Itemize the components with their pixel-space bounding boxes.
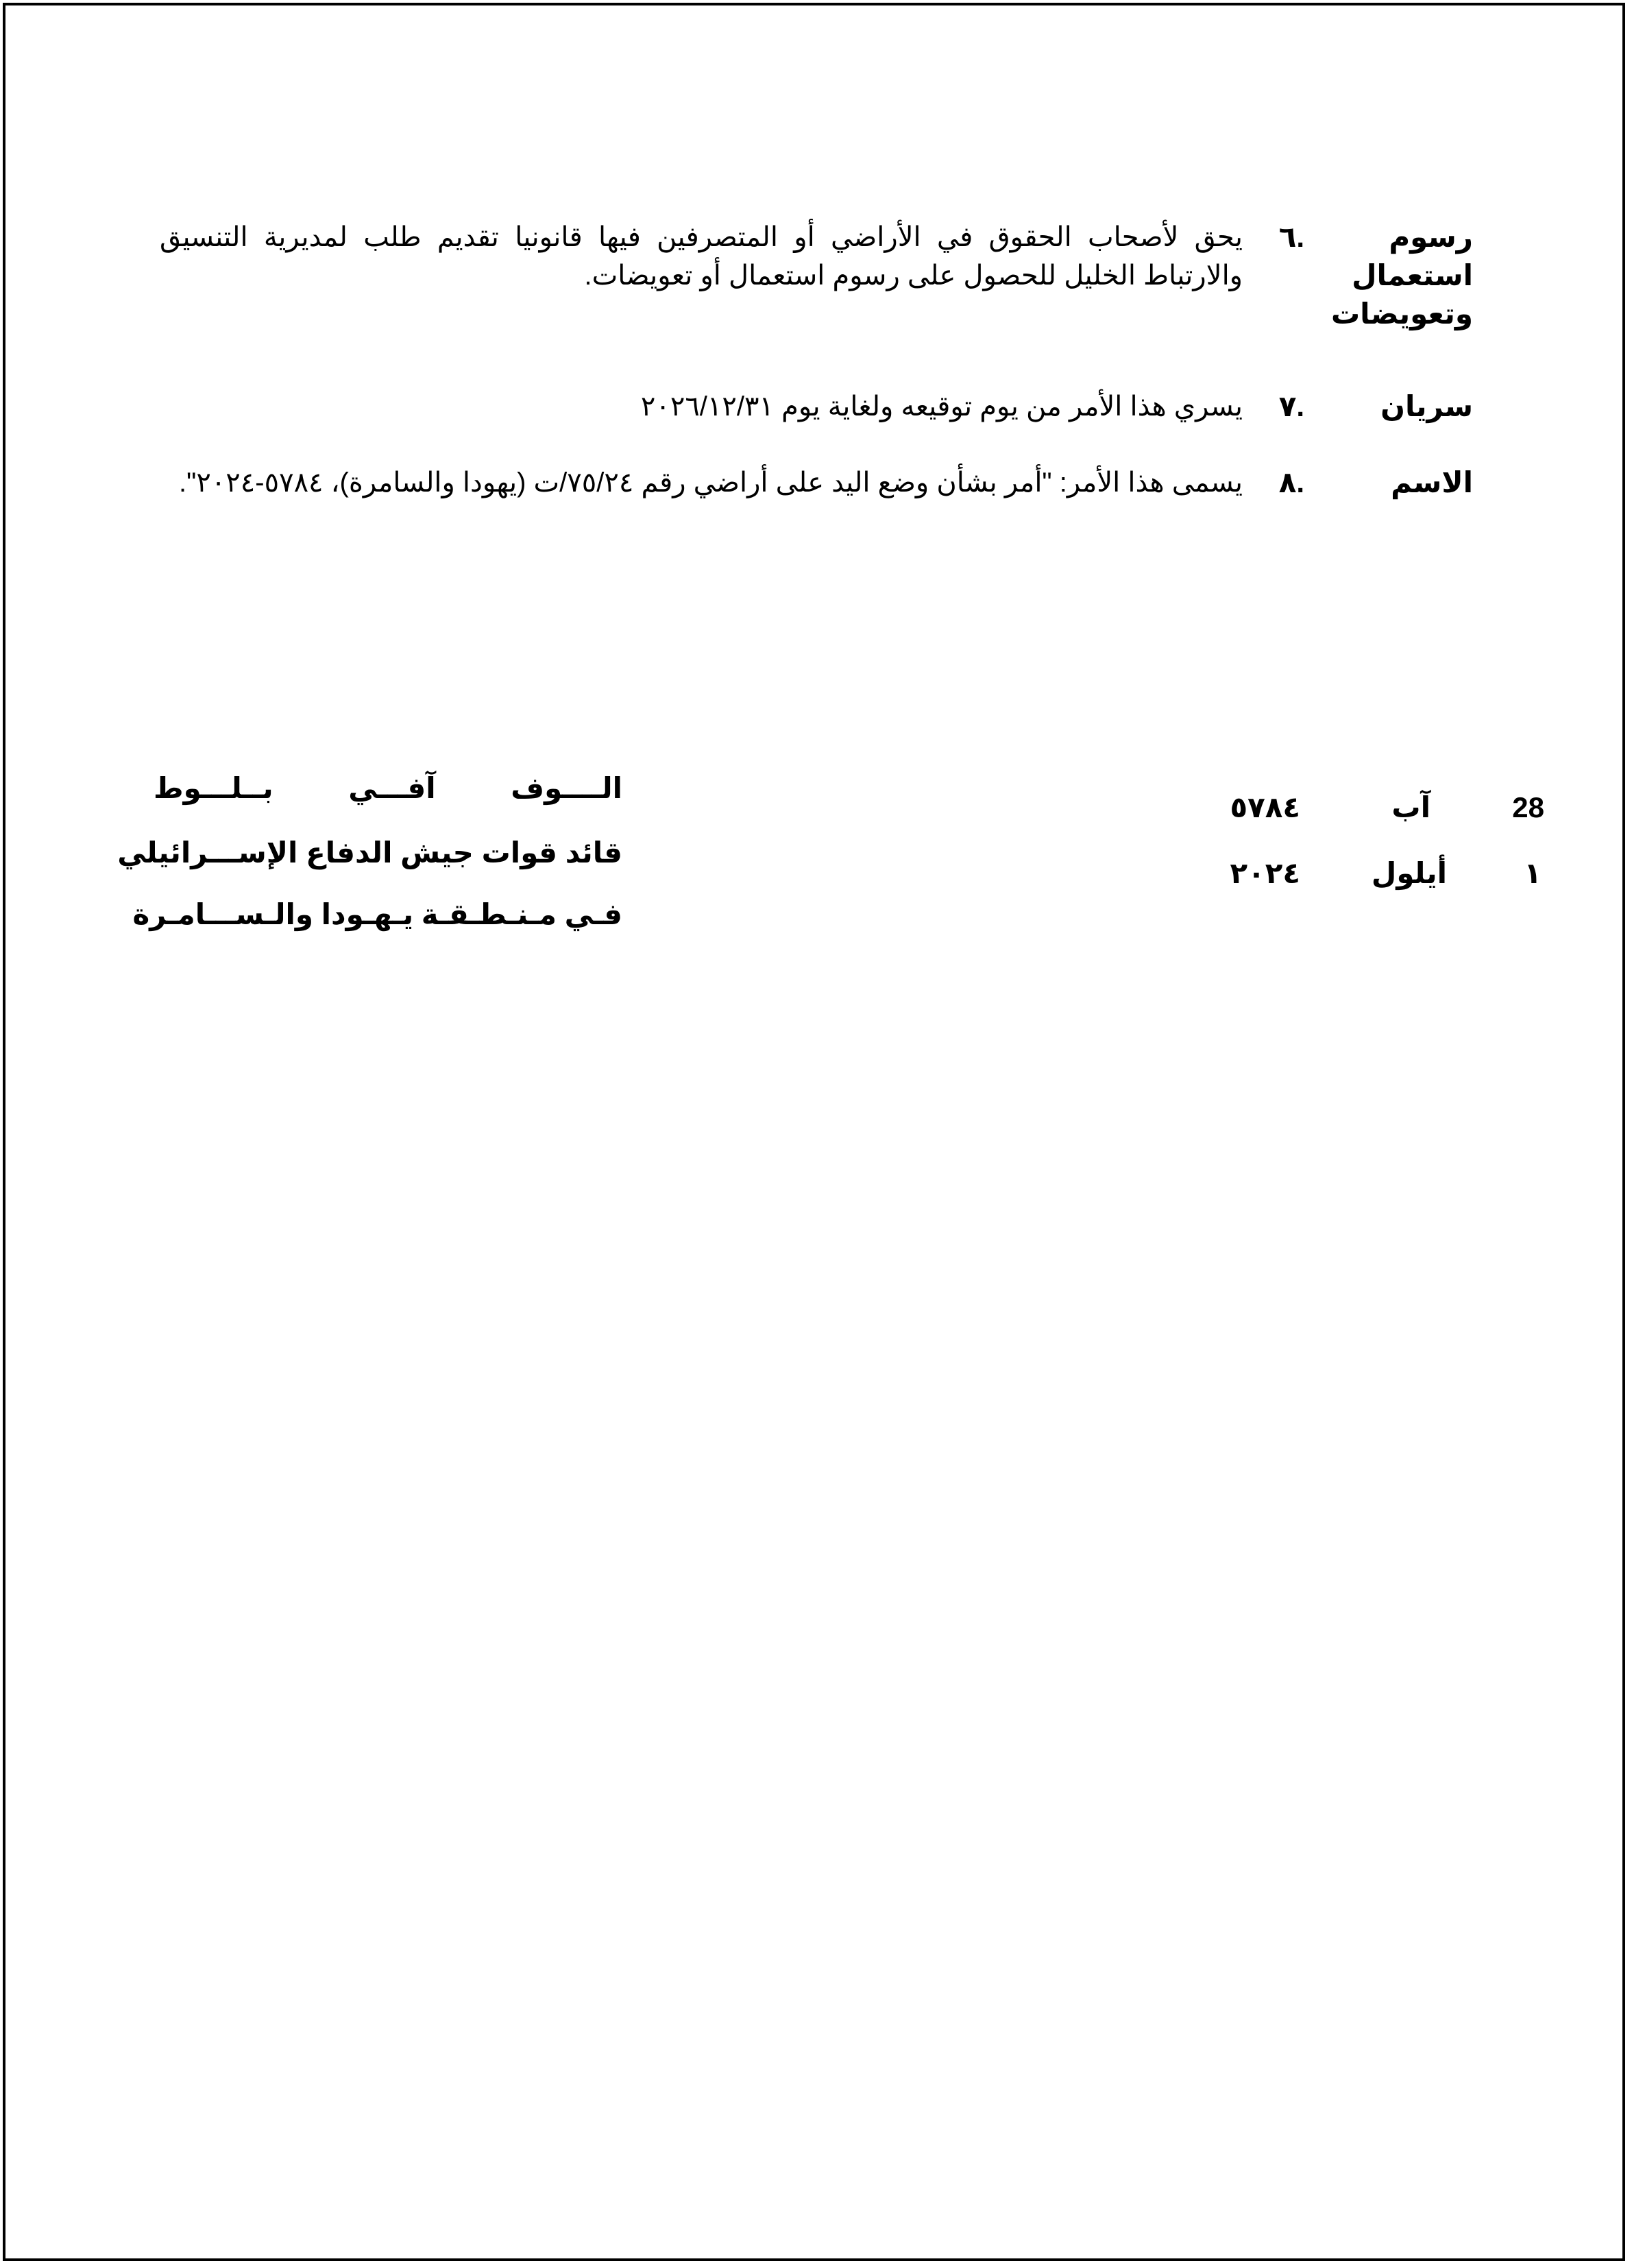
- hebrew-date-year: ٥٧٨٤: [1230, 791, 1300, 823]
- clause-8-text: يسمى هذا الأمر: "أمر بشأن وضع اليد على أراضي رقم ٧٥/٢٤/ت (يهودا والسامرة)، ٥٧٨٤-٢٠٢٤".: [179, 468, 1243, 498]
- clause-7: [0, 387, 1632, 422]
- clause-7-heading-line: سريان: [1380, 390, 1473, 422]
- clause-6-number: .٦: [1278, 221, 1304, 253]
- signatory-title: قائد قوات جيش الدفاع الإســـرائيلي: [117, 836, 622, 869]
- clause-8-number: .٨: [1278, 466, 1304, 498]
- clause-8: [0, 463, 1632, 498]
- clause-8-heading-line: الاسم: [1391, 466, 1473, 498]
- signatory-region: فـي مـنـطـقـة يـهـودا والـســـامـرة: [132, 898, 622, 930]
- clause-8-heading: [1336, 463, 1473, 502]
- gregorian-date-month: أيلول: [1371, 857, 1447, 889]
- clause-6-heading-line: استعمال: [1352, 259, 1473, 291]
- clause-6-heading-line: رسوم: [1389, 221, 1473, 253]
- page-border: [3, 3, 1625, 2261]
- clause-6-heading-line: وتعويضات: [1330, 298, 1473, 330]
- clause-6: [0, 218, 1632, 330]
- clause-7-number: .٧: [1278, 390, 1304, 422]
- hebrew-date-month: آب: [1391, 791, 1430, 823]
- clause-7-heading: [1336, 387, 1473, 426]
- gregorian-date-year: ٢٠٢٤: [1230, 857, 1300, 889]
- signatory-name: الــــوف آفـــي بــلـــوط: [154, 772, 622, 804]
- hebrew-date-day: 28: [1512, 791, 1544, 823]
- clause-7-text: يسري هذا الأمر من يوم توقيعه ولغاية يوم ٢٠٢٦/١٢/٣١: [640, 391, 1243, 422]
- gregorian-date-day: ١: [1524, 857, 1542, 889]
- clause-6-text: يحق لأصحاب الحقوق في الأراضي أو المتصرفين فيها قانونيا تقديم طلب لمديرية التنسيق والارتباط الخليل للحصول على رسوم استعمال أو تعويضات.: [160, 222, 1243, 291]
- clause-6-heading: [1330, 218, 1473, 333]
